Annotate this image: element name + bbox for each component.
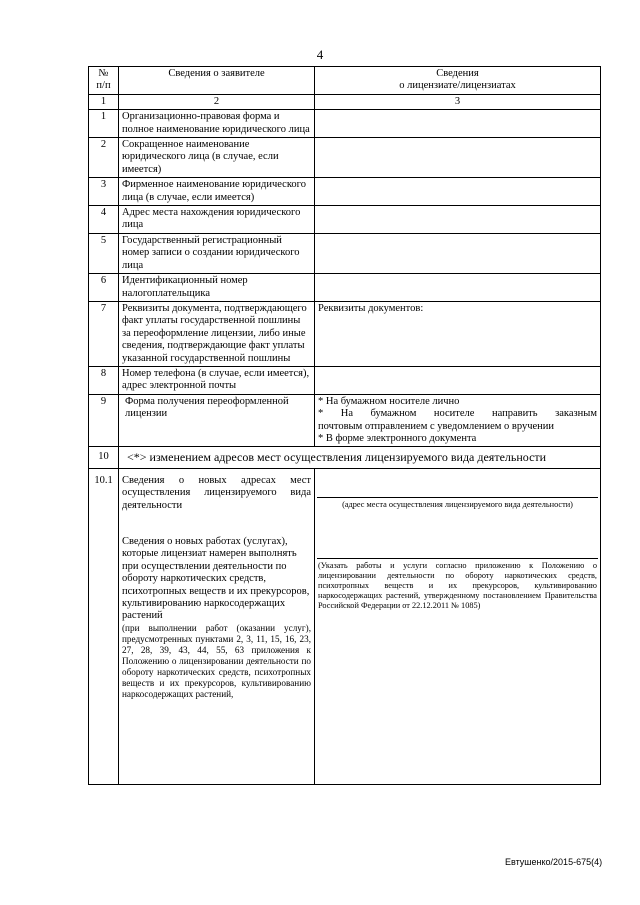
table-row-delivery-form <box>89 394 601 447</box>
new-works-condition: (при выполнении работ (оказании услуг), предусмотренных пунктами 2, 3, 11, 15, 16, 23, 27, 28, 39, 43, 44, 55, 63 приложения к Положению о лицензировании деятельности по обороту наркотических средств, психотропных веществ и их прекурсоров, культивированию наркосодержащих растений, <box>122 622 311 699</box>
table-row <box>89 110 601 138</box>
table-row <box>89 138 601 178</box>
row-label: Идентификационный номер налогоплательщика <box>119 274 315 302</box>
row-number: 3 <box>89 178 119 206</box>
table-row <box>89 178 601 206</box>
row-value-field[interactable] <box>315 138 601 178</box>
header-licensee-title-2: о лицензиате/лицензиатах <box>399 80 516 92</box>
new-works-label: Сведения о новых работах (услугах), которые лицензиат намерен выполнять при осуществлении деятельности по обороту наркотических средств, психотропных веществ и их прекурсоров, культивированию наркосодержащих растений <box>122 536 310 622</box>
table-row <box>89 206 601 234</box>
row-number: 4 <box>89 206 119 234</box>
table-row-new-addresses <box>89 468 601 784</box>
delivery-option-mail[interactable]: * На бумажном носителе направить заказным <box>318 408 597 420</box>
header-licensee-cell <box>315 67 601 95</box>
delivery-option-mail-cont: почтовым отправлением с уведомлением о вручении <box>318 420 555 432</box>
row-value-field[interactable]: Реквизиты документов: <box>315 301 601 366</box>
table-row <box>89 366 601 394</box>
document-reference: Евтушенко/2015-675(4) <box>505 857 603 867</box>
row-value-field[interactable] <box>315 274 601 302</box>
row-value-field[interactable] <box>315 233 601 273</box>
row-value-field[interactable] <box>315 178 601 206</box>
column-index-1: 1 <box>89 94 119 109</box>
works-caption: (Указать работы и услуги согласно приложению к Положению о лицензировании деятельности по обороту наркотических средств, психотропных веществ и их прекурсоров, культивированию наркосодержащих растений, утвержденному постановлением Правительства Российской Федерации от 22.12.2011 № 1085) <box>318 560 597 610</box>
section-row-address-change <box>89 447 601 468</box>
row-label: Реквизиты документа, подтверждающего факт уплаты государственной пошлины за переоформление лицензии, либо иные сведения, подтверждающие факт уплаты указанной государственной пошлины <box>119 301 315 366</box>
row-number: 2 <box>89 138 119 178</box>
row-value-field[interactable] <box>315 110 601 138</box>
row-label: Государственный регистрационный номер записи о создании юридического лица <box>119 233 315 273</box>
header-number-cell <box>89 67 119 95</box>
row-label: Сокращенное наименование юридического лица (в случае, если имеется) <box>119 138 315 178</box>
row-number: 10.1 <box>89 468 119 784</box>
delivery-options <box>315 394 601 447</box>
header-applicant-cell: Сведения о заявителе <box>119 67 315 95</box>
table-header-row <box>89 67 601 95</box>
row-label: Адрес места нахождения юридического лица <box>119 206 315 234</box>
header-licensee-title-1: Сведения <box>436 68 479 79</box>
section-heading: <*> изменением адресов мест осуществления лицензируемого вида деятельности <box>119 447 601 468</box>
new-addresses-label: Сведения о новых адресах мест осуществления лицензируемого вида деятельности <box>122 474 311 511</box>
column-index-2: 2 <box>119 94 315 109</box>
row-number: 8 <box>89 366 119 394</box>
row-label: Организационно-правовая форма и полное наименование юридического лица <box>119 110 315 138</box>
row-label-block <box>119 468 315 784</box>
row-value-block <box>315 468 601 784</box>
delivery-option-electronic[interactable]: * В форме электронного документа <box>318 432 477 444</box>
column-index-3: 3 <box>315 94 601 109</box>
column-index-row <box>89 94 601 109</box>
row-label: Форма получения переоформленной лицензии <box>119 394 315 447</box>
application-table <box>88 66 601 785</box>
row-number: 7 <box>89 301 119 366</box>
row-label: Фирменное наименование юридического лица (в случае, если имеется) <box>119 178 315 206</box>
table-row <box>89 301 601 366</box>
row-value-field[interactable] <box>315 366 601 394</box>
table-row <box>89 233 601 273</box>
page-number: 4 <box>316 47 324 62</box>
row-number: 9 <box>89 394 119 447</box>
table-row <box>89 274 601 302</box>
header-number-sublabel: п/п <box>96 80 111 92</box>
row-number: 6 <box>89 274 119 302</box>
header-number-label: № <box>98 68 109 79</box>
row-number: 5 <box>89 233 119 273</box>
address-caption: (адрес места осуществления лицензируемого вида деятельности) <box>342 499 573 509</box>
row-number: 1 <box>89 110 119 138</box>
works-input-line[interactable] <box>317 548 598 559</box>
row-label: Номер телефона (в случае, если имеется), адрес электронной почты <box>119 366 315 394</box>
address-input-line[interactable] <box>317 475 598 498</box>
row-number: 10 <box>89 447 119 468</box>
delivery-option-in-person[interactable]: * На бумажном носителе лично <box>318 395 460 407</box>
row-value-field[interactable] <box>315 206 601 234</box>
